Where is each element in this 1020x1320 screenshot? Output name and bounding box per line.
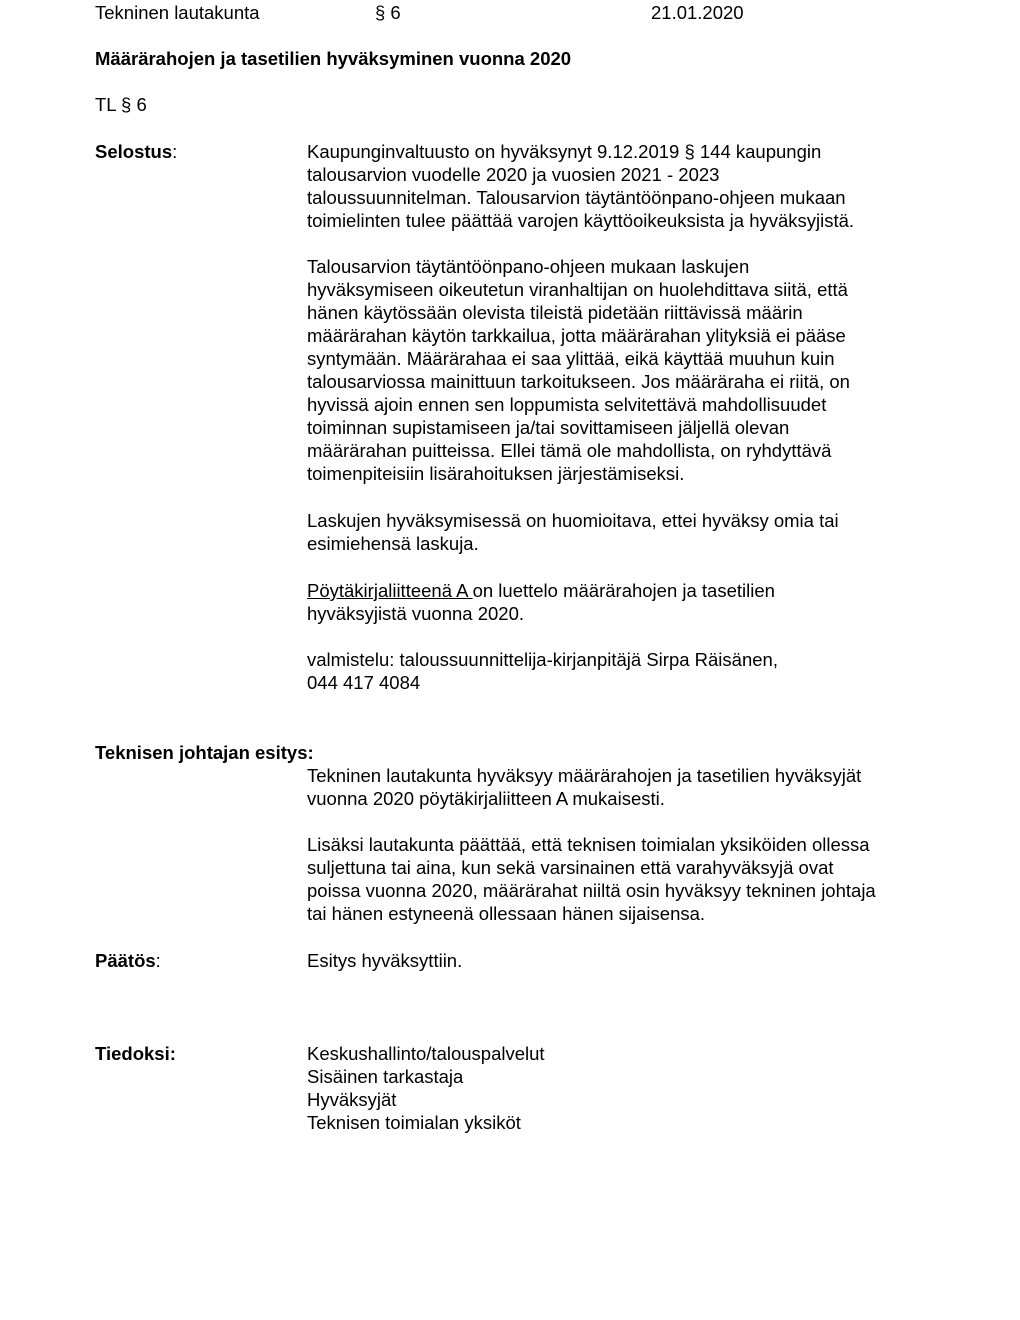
attachment-link-rest: on luettelo määrärahojen ja tasetilien: [472, 580, 775, 601]
paragraph-line: toimielinten tulee päättää varojen käyttöoikeuksista ja hyväksyjistä.: [307, 210, 855, 231]
selostus-label-text: Selostus: [95, 141, 173, 162]
paragraph-line: 044 417 4084: [307, 672, 421, 693]
selostus-paragraph-3: [307, 509, 839, 555]
paragraph-line: tai hänen estyneenä ollessaan hänen sijaisensa.: [307, 903, 706, 924]
tiedoksi-label: Tiedoksi:: [95, 1043, 176, 1064]
selostus-label-colon: :: [172, 141, 178, 162]
paatos-text: Esitys hyväksyttiin.: [307, 950, 463, 971]
paragraph-line: määrärahan käytön tarkkailua, jotta määrärahan ylityksiä ei pääse: [307, 325, 846, 346]
paragraph-line: taloussuunnitelman. Talousarvion täytäntöönpano-ohjeen mukaan: [307, 187, 846, 208]
header-date: 21.01.2020: [651, 2, 744, 23]
selostus-paragraph-2: [307, 255, 850, 485]
paatos-label: [95, 949, 161, 972]
list-item: Sisäinen tarkastaja: [307, 1066, 464, 1087]
paragraph-line: hyväksyjistä vuonna 2020.: [307, 603, 524, 624]
paragraph-line: [307, 579, 775, 602]
selostus-label: [95, 140, 177, 163]
paragraph-line: Lisäksi lautakunta päättää, että teknisen toimialan yksiköiden ollessa: [307, 834, 870, 855]
paragraph-line: suljettuna tai aina, kun sekä varsinainen että varahyväksyjä ovat: [307, 857, 834, 878]
list-item: Teknisen toimialan yksiköt: [307, 1112, 521, 1133]
paragraph-line: Kaupunginvaltuusto on hyväksynyt 9.12.2019 § 144 kaupungin: [307, 141, 822, 162]
paragraph-line: hyvissä ajoin ennen sen loppumista selvitettävä mahdollisuudet: [307, 394, 827, 415]
paragraph-line: hyväksymiseen oikeutetun viranhaltijan on huolehdittava siitä, että: [307, 279, 848, 300]
header-committee: Tekninen lautakunta: [95, 2, 260, 23]
selostus-paragraph-4: [307, 579, 775, 625]
paragraph-line: Laskujen hyväksymisessä on huomioitava, ettei hyväksy omia tai: [307, 510, 839, 531]
paragraph-line: toiminnan supistamiseen ja/tai sovittamiseen jäljellä olevan: [307, 417, 790, 438]
paragraph-line: Tekninen lautakunta hyväksyy määrärahojen ja tasetilien hyväksyjät: [307, 765, 862, 786]
esitys-paragraph-1: [307, 764, 861, 810]
paragraph-line: valmistelu: taloussuunnittelija-kirjanpitäjä Sirpa Räisänen,: [307, 649, 778, 670]
tiedoksi-list: [307, 1042, 545, 1134]
paatos-label-text: Päätös: [95, 950, 156, 971]
selostus-paragraph-1: [307, 140, 854, 232]
paragraph-line: talousarvion vuodelle 2020 ja vuosien 2021 - 2023: [307, 164, 720, 185]
selostus-preparer: [307, 648, 778, 694]
paragraph-line: toimenpiteisiin lisärahoituksen järjestämiseksi.: [307, 463, 685, 484]
list-item: Keskushallinto/talouspalvelut: [307, 1043, 545, 1064]
paragraph-line: poissa vuonna 2020, määrärahat niiltä osin hyväksyy tekninen johtaja: [307, 880, 876, 901]
paragraph-line: hänen käytössään olevista tileistä pidetään riittävissä määrin: [307, 302, 803, 323]
paragraph-line: esimiehensä laskuja.: [307, 533, 479, 554]
header-section: § 6: [375, 2, 401, 23]
paragraph-line: syntymään. Määrärahaa ei saa ylittää, eikä käyttää muuhun kuin: [307, 348, 835, 369]
paragraph-line: vuonna 2020 pöytäkirjaliitteen A mukaisesti.: [307, 788, 665, 809]
paatos-label-colon: :: [155, 950, 161, 971]
esitys-label: Teknisen johtajan esitys:: [95, 742, 314, 763]
paragraph-line: määrärahan puitteissa. Ellei tämä ole mahdollista, on ryhdyttävä: [307, 440, 832, 461]
paragraph-line: Talousarvion täytäntöönpano-ohjeen mukaan laskujen: [307, 256, 750, 277]
paragraph-line: talousarviossa mainittuun tarkoitukseen. Jos määräraha ei riitä, on: [307, 371, 850, 392]
list-item: Hyväksyjät: [307, 1089, 397, 1110]
attachment-link[interactable]: Pöytäkirjaliitteenä A: [307, 580, 473, 601]
document-title: Määrärahojen ja tasetilien hyväksyminen vuonna 2020: [95, 48, 572, 69]
esitys-paragraph-2: [307, 833, 876, 925]
section-reference: TL § 6: [95, 94, 147, 115]
